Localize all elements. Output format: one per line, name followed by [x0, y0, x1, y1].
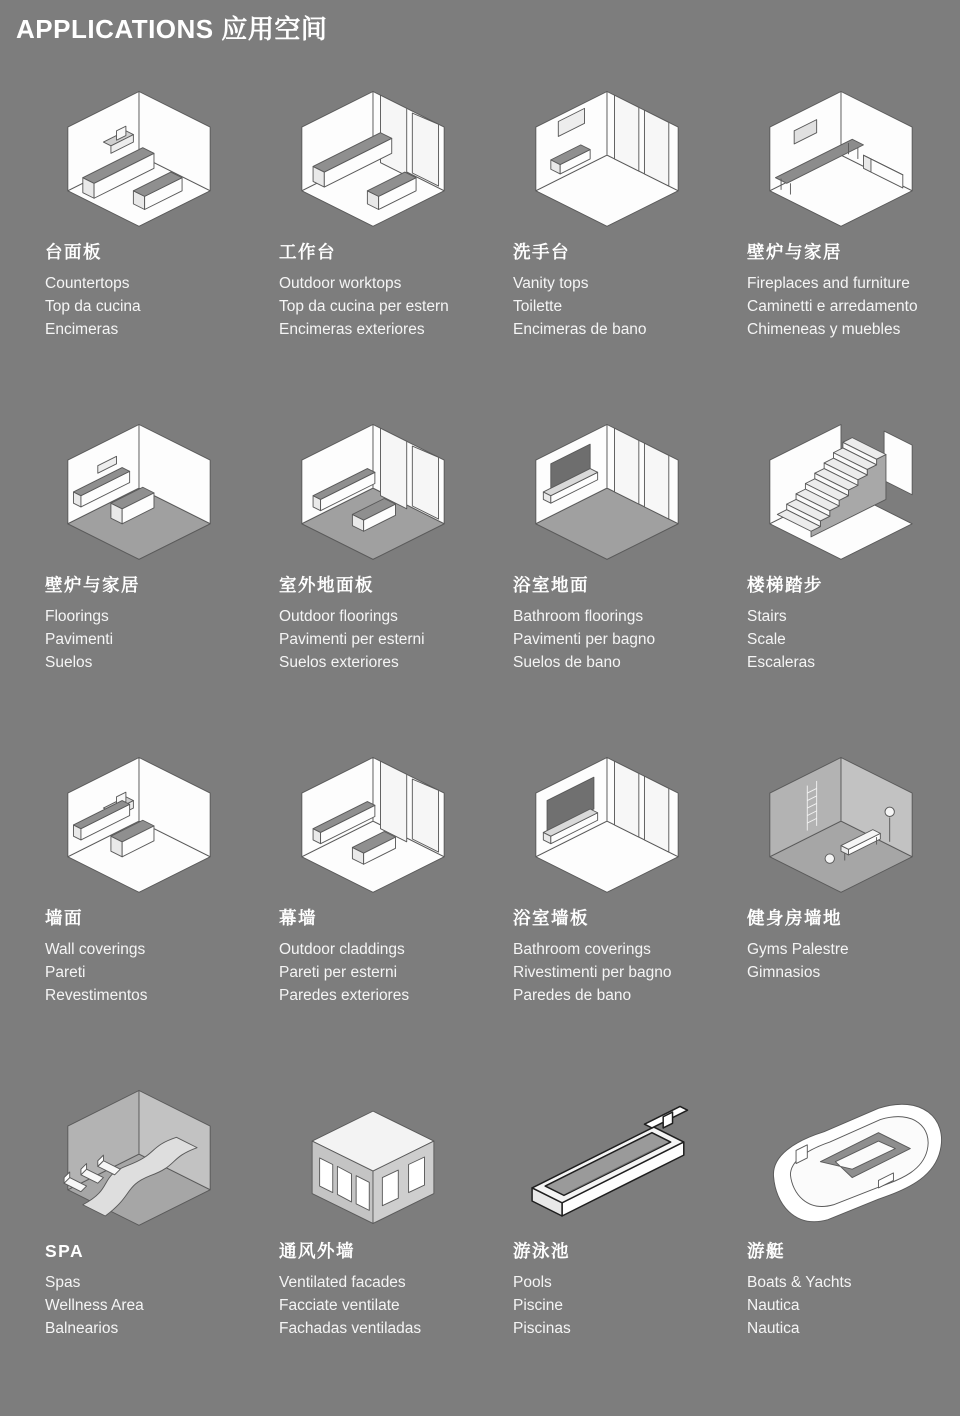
application-title-zh: 幕墙: [279, 908, 317, 928]
application-label: Gyms Palestre: [747, 941, 849, 958]
application-cell-wall-coverings: [30, 750, 264, 1083]
application-title-zh: 墙面: [45, 908, 83, 928]
application-cell-bathroom-floorings: [498, 417, 732, 750]
application-cell-outdoor-claddings: [264, 750, 498, 1083]
application-label: Pareti: [45, 964, 86, 981]
application-label: Paredes de bano: [513, 987, 632, 1004]
application-title-zh: SPA: [45, 1241, 85, 1261]
application-label: Escaleras: [747, 654, 816, 671]
application-cell-bathroom-coverings: [498, 750, 732, 1083]
application-label: Pavimenti per esterni: [279, 631, 425, 648]
application-label: Wall coverings: [45, 941, 146, 958]
application-label: Boats & Yachts: [747, 1274, 852, 1291]
application-label: Encimeras: [45, 321, 119, 338]
application-cell-fireplaces: [732, 84, 960, 417]
application-label: Gimnasios: [747, 964, 821, 981]
outdoor-worktops-room-icon: [270, 84, 490, 236]
application-label: Bathroom coverings: [513, 941, 651, 958]
application-label: Caminetti e arredamento: [747, 298, 918, 315]
application-label: Bathroom floorings: [513, 608, 644, 625]
application-label: Piscinas: [513, 1320, 571, 1337]
application-title-zh: 室外地面板: [279, 575, 374, 595]
application-label: Outdoor worktops: [279, 275, 402, 292]
application-cell-outdoor-worktops: [264, 84, 498, 417]
application-title-zh: 健身房墙地: [747, 908, 842, 928]
page-title: APPLICATIONS 应用空间: [16, 14, 328, 44]
application-label: Fachadas ventiladas: [279, 1320, 422, 1337]
application-label: Suelos exteriores: [279, 654, 399, 671]
application-label: Pools: [513, 1274, 552, 1291]
application-label: Facciate ventilate: [279, 1297, 400, 1314]
application-label: Toilette: [513, 298, 563, 315]
application-label: Scale: [747, 631, 786, 648]
application-label: Pavimenti per bagno: [513, 631, 656, 648]
application-cell-gyms: [732, 750, 960, 1083]
pools-icon: [504, 1083, 724, 1235]
bathroom-floorings-room-icon: [504, 417, 724, 569]
application-cell-boats-yachts: [732, 1083, 960, 1416]
application-label: Floorings: [45, 608, 109, 625]
application-title-zh: 浴室墙板: [513, 908, 589, 928]
application-label: Top da cucina: [45, 298, 141, 315]
application-label: Wellness Area: [45, 1297, 144, 1314]
application-label: Paredes exteriores: [279, 987, 410, 1004]
application-label: Spas: [45, 1274, 81, 1291]
application-label: Encimeras exteriores: [279, 321, 425, 338]
application-title-zh: 洗手台: [513, 242, 570, 262]
application-title-zh: 壁炉与家居: [747, 242, 842, 262]
application-label: Piscine: [513, 1297, 563, 1314]
application-label: Top da cucina per estern: [279, 298, 449, 315]
application-title-zh: 浴室地面: [513, 575, 589, 595]
ventilated-facades-icon: [270, 1083, 490, 1235]
countertops-room-icon: [36, 84, 256, 236]
application-label: Fireplaces and furniture: [747, 275, 910, 292]
application-label: Pavimenti: [45, 631, 114, 648]
application-title-zh: 游艇: [747, 1241, 785, 1261]
wall-coverings-room-icon: [36, 750, 256, 902]
floorings-room-icon: [36, 417, 256, 569]
application-label: Stairs: [747, 608, 787, 625]
application-title-zh: 通风外墙: [279, 1241, 355, 1261]
vanity-tops-room-icon: [504, 84, 724, 236]
application-title-zh: 楼梯踏步: [747, 575, 823, 595]
application-label: Vanity tops: [513, 275, 589, 292]
application-label: Countertops: [45, 275, 130, 292]
application-cell-outdoor-floorings: [264, 417, 498, 750]
outdoor-claddings-room-icon: [270, 750, 490, 902]
application-cell-pools: [498, 1083, 732, 1416]
fireplaces-furniture-room-icon: [738, 84, 958, 236]
application-title-zh: 游泳池: [513, 1241, 570, 1261]
gym-room-icon: [738, 750, 958, 902]
application-label: Nautica: [747, 1297, 800, 1314]
application-label: Pareti per esterni: [279, 964, 398, 981]
application-title-zh: 工作台: [279, 242, 336, 262]
application-label: Revestimentos: [45, 987, 148, 1004]
application-label: Balnearios: [45, 1320, 119, 1337]
application-label: Encimeras de bano: [513, 321, 647, 338]
application-cell-vanity-tops: [498, 84, 732, 417]
application-label: Outdoor claddings: [279, 941, 405, 958]
boats-yachts-icon: [738, 1083, 958, 1235]
application-label: Suelos: [45, 654, 93, 671]
application-cell-countertops: [30, 84, 264, 417]
application-label: Suelos de bano: [513, 654, 621, 671]
application-cell-stairs: [732, 417, 960, 750]
application-label: Outdoor floorings: [279, 608, 398, 625]
application-cell-ventilated-facades: [264, 1083, 498, 1416]
application-cell-floorings: [30, 417, 264, 750]
outdoor-floorings-room-icon: [270, 417, 490, 569]
application-label: Rivestimenti per bagno: [513, 964, 672, 981]
application-label: Nautica: [747, 1320, 800, 1337]
application-title-zh: 壁炉与家居: [45, 575, 140, 595]
bathroom-coverings-room-icon: [504, 750, 724, 902]
spa-room-icon: [36, 1083, 256, 1235]
application-label: Ventilated facades: [279, 1274, 406, 1291]
stairs-icon: [738, 417, 958, 569]
application-cell-spa: [30, 1083, 264, 1416]
applications-grid: [0, 84, 960, 1416]
application-title-zh: 台面板: [45, 242, 102, 262]
application-label: Chimeneas y muebles: [747, 321, 901, 338]
